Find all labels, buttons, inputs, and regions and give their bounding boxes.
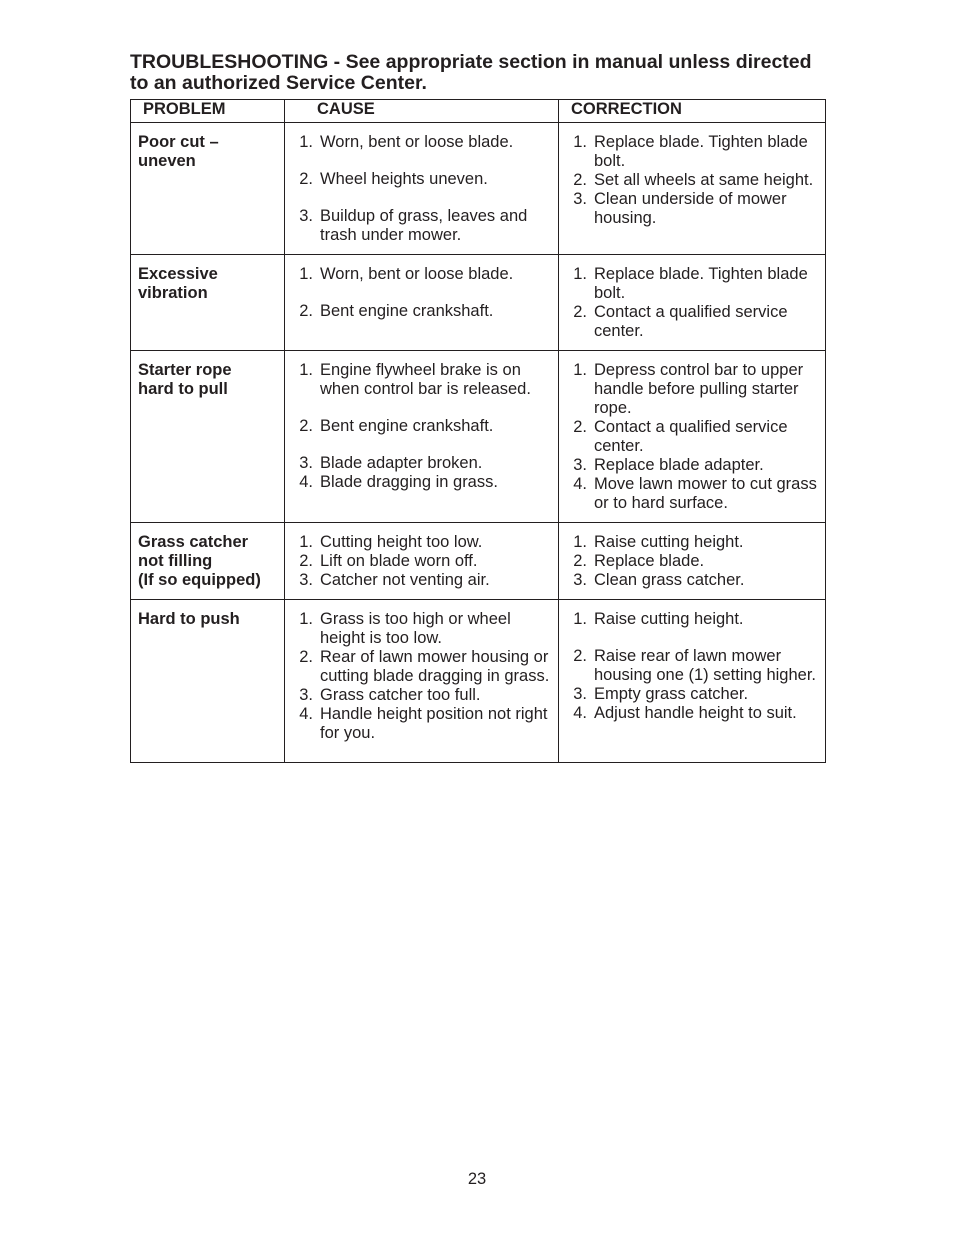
correction-item: 3. Clean underside of mower housing. [573,190,787,227]
page-number: 23 [467,1170,487,1188]
problem-cell [131,255,285,351]
cause-item: 1. Engine flywheel brake is on when control bar is released. [299,361,531,398]
correction-item: 2. Contact a qualified service center. [573,418,788,455]
problem-line: Grass catcher [138,533,249,551]
cause-item: 2. Bent engine crankshaft. [299,417,494,435]
correction-item: 4. Adjust handle height to suit. [573,704,797,722]
table-row [131,600,826,763]
header-cause: CAUSE [285,100,559,123]
correction-cell [559,123,826,255]
correction-item: 1. Replace blade. Tighten blade bolt. [573,265,808,302]
correction-item: 3. Replace blade adapter. [573,456,764,474]
problem-line: hard to pull [138,380,228,398]
problem-line: Hard to push [138,610,240,628]
cause-item: 1. Cutting height too low. [299,533,483,551]
problem-cell [131,600,285,763]
table-row [131,123,826,255]
cause-item: 2. Bent engine crankshaft. [299,302,494,320]
cause-item: 2. Rear of lawn mower housing or cutting blade dragging in grass. [299,648,550,685]
correction-item: 1. Raise cutting height. [573,610,744,628]
cause-cell [285,523,559,600]
correction-item: 2. Raise rear of lawn mower housing one (1) setting higher. [573,647,816,684]
cause-item: 2. Lift on blade worn off. [299,552,478,570]
cause-cell [285,123,559,255]
cause-cell [285,351,559,523]
problem-cell [131,351,285,523]
correction-item: 1. Replace blade. Tighten blade bolt. [573,133,808,170]
table-row [131,351,826,523]
correction-item: 3. Clean grass catcher. [573,571,745,589]
problem-cell [131,523,285,600]
problem-line: Starter rope [138,361,232,379]
cause-item: 1. Grass is too high or wheel height is too low. [299,610,511,647]
problem-line: (If so equipped) [138,571,261,589]
cause-item: 4. Blade dragging in grass. [299,473,498,491]
correction-item: 2. Set all wheels at same height. [573,171,814,189]
cause-cell [285,600,559,763]
correction-item: 2. Contact a qualified service center. [573,303,788,340]
header-correction: CORRECTION [559,100,826,123]
table-row [131,255,826,351]
cause-item: 2. Wheel heights uneven. [299,170,488,188]
table-row [131,523,826,600]
problem-line: not filling [138,552,213,570]
cause-item: 3. Buildup of grass, leaves and trash under mower. [299,207,528,244]
correction-item: 3. Empty grass catcher. [573,685,749,703]
cause-item: 3. Catcher not venting air. [299,571,490,589]
cause-cell [285,255,559,351]
cause-item: 4. Handle height position not right for you. [299,705,548,742]
cause-item: 3. Grass catcher too full. [299,686,481,704]
table-header-row [131,100,826,123]
correction-cell [559,523,826,600]
troubleshooting-table [130,99,826,763]
correction-cell [559,255,826,351]
header-problem: PROBLEM [131,100,285,123]
correction-item: 1. Raise cutting height. [573,533,744,551]
correction-item: 4. Move lawn mower to cut grass or to hard surface. [573,475,817,512]
cause-item: 3. Blade adapter broken. [299,454,483,472]
correction-item: 2. Replace blade. [573,552,705,570]
correction-cell [559,600,826,763]
cause-item: 1. Worn, bent or loose blade. [299,133,514,151]
problem-line: vibration [138,284,208,302]
correction-cell [559,351,826,523]
problem-line: Poor cut – [138,133,219,151]
problem-line: Excessive [138,265,218,283]
cause-item: 1. Worn, bent or loose blade. [299,265,514,283]
page-title: TROUBLESHOOTING - See appropriate section in manual unless directed to an authorized Service Center. [130,51,812,94]
problem-cell [131,123,285,255]
problem-line: uneven [138,152,196,170]
correction-item: 1. Depress control bar to upper handle before pulling starter rope. [573,361,804,417]
